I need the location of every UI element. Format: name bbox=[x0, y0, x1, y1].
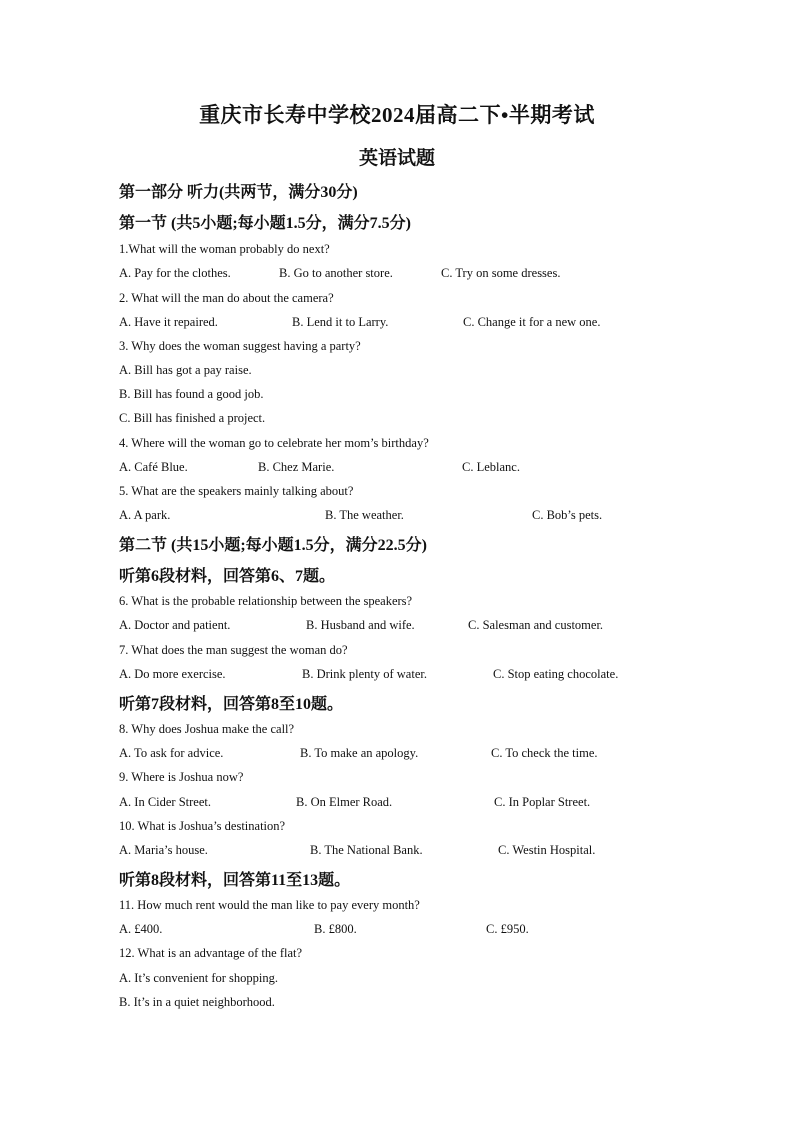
option-b: B. On Elmer Road. bbox=[296, 795, 393, 809]
option-a: A. It’s convenient for shopping. bbox=[119, 971, 279, 985]
option-c: C. £950. bbox=[486, 922, 529, 936]
question-stem: 9. Where is Joshua now? bbox=[119, 770, 244, 784]
option-a: A. Bill has got a pay raise. bbox=[119, 363, 252, 377]
option-c: C. Change it for a new one. bbox=[463, 315, 601, 329]
group-heading: 听第7段材料，回答第8至10题。 bbox=[119, 696, 344, 713]
option-a: A. Have it repaired. bbox=[119, 315, 218, 329]
option-b: B. Bill has found a good job. bbox=[119, 387, 264, 401]
question-stem: 1.What will the woman probably do next? bbox=[119, 242, 330, 256]
part1-heading: 第一部分 听力(共两节，满分30分) bbox=[119, 184, 358, 201]
question-stem: 11. How much rent would the man like to pay every month? bbox=[119, 898, 420, 912]
option-a: A. Do more exercise. bbox=[119, 667, 226, 681]
option-a: A. In Cider Street. bbox=[119, 795, 211, 809]
question-stem: 7. What does the man suggest the woman do? bbox=[119, 643, 348, 657]
question-stem: 3. Why does the woman suggest having a party? bbox=[119, 339, 361, 353]
option-b: B. It’s in a quiet neighborhood. bbox=[119, 995, 275, 1009]
exam-title: 重庆市长寿中学校2024届高二下•半期考试 bbox=[199, 103, 595, 127]
option-c: C. Stop eating chocolate. bbox=[493, 667, 619, 681]
option-b: B. The National Bank. bbox=[310, 843, 423, 857]
option-b: B. Chez Marie. bbox=[258, 460, 335, 474]
group-heading: 听第8段材料，回答第11至13题。 bbox=[119, 872, 351, 889]
question-stem: 12. What is an advantage of the flat? bbox=[119, 946, 303, 960]
option-a: A. To ask for advice. bbox=[119, 746, 224, 760]
option-a: A. Pay for the clothes. bbox=[119, 266, 231, 280]
question-stem: 5. What are the speakers mainly talking about? bbox=[119, 484, 354, 498]
option-b: B. £800. bbox=[314, 922, 357, 936]
question-stem: 4. Where will the woman go to celebrate her mom’s birthday? bbox=[119, 436, 429, 450]
option-b: B. Husband and wife. bbox=[306, 618, 415, 632]
option-b: B. Drink plenty of water. bbox=[302, 667, 427, 681]
option-a: A. Doctor and patient. bbox=[119, 618, 231, 632]
option-c: C. Salesman and customer. bbox=[468, 618, 604, 632]
section1-heading: 第一节 (共5小题;每小题1.5分，满分7.5分) bbox=[119, 215, 411, 232]
option-a: A. £400. bbox=[119, 922, 163, 936]
exam-subtitle: 英语试题 bbox=[358, 148, 435, 169]
question-stem: 10. What is Joshua’s destination? bbox=[119, 819, 286, 833]
question-stem: 2. What will the man do about the camera? bbox=[119, 291, 334, 305]
option-b: B. Go to another store. bbox=[279, 266, 393, 280]
option-c: C. Leblanc. bbox=[462, 460, 520, 474]
option-a: A. Café Blue. bbox=[119, 460, 188, 474]
question-stem: 6. What is the probable relationship between the speakers? bbox=[119, 594, 413, 608]
option-a: A. Maria’s house. bbox=[119, 843, 208, 857]
option-b: B. To make an apology. bbox=[300, 746, 419, 760]
option-c: C. Bill has finished a project. bbox=[119, 411, 266, 425]
option-c: C. Bob’s pets. bbox=[532, 508, 603, 522]
option-c: C. Westin Hospital. bbox=[498, 843, 596, 857]
option-b: B. The weather. bbox=[325, 508, 404, 522]
option-c: C. To check the time. bbox=[491, 746, 598, 760]
question-stem: 8. Why does Joshua make the call? bbox=[119, 722, 295, 736]
option-c: C. Try on some dresses. bbox=[441, 266, 561, 280]
option-a: A. A park. bbox=[119, 508, 171, 522]
section2-heading: 第二节 (共15小题;每小题1.5分，满分22.5分) bbox=[119, 537, 427, 554]
option-c: C. In Poplar Street. bbox=[494, 795, 591, 809]
group-heading: 听第6段材料，回答第6、7题。 bbox=[119, 568, 336, 585]
option-b: B. Lend it to Larry. bbox=[292, 315, 389, 329]
